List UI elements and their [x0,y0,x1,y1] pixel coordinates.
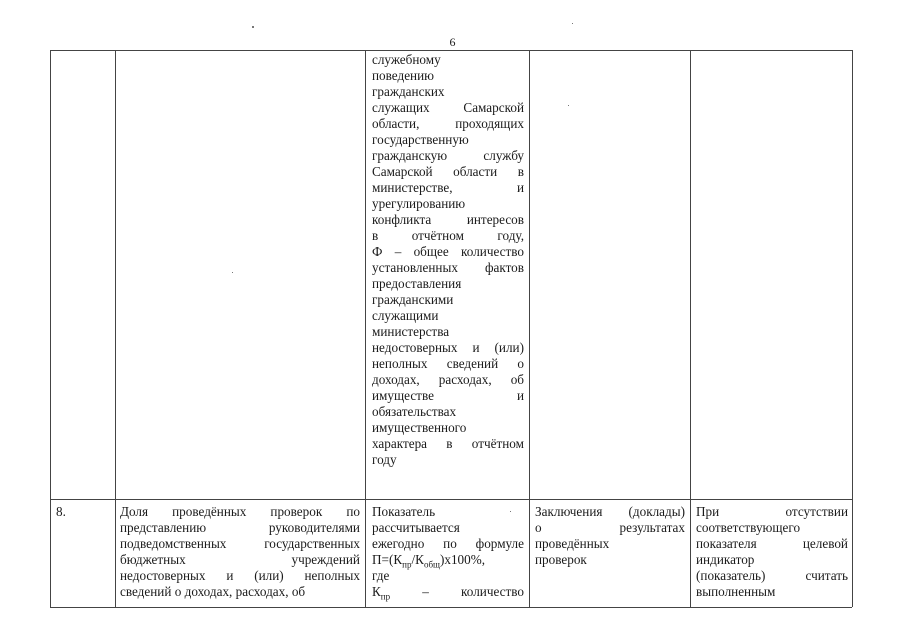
word: имуществе [372,388,434,403]
word: ежегодно [372,536,425,551]
word: в [372,228,379,243]
scan-speck [572,23,573,24]
text-line [120,504,360,520]
text-line: урегулированию [372,196,466,211]
text-line: соответствующего [696,520,801,535]
text-line [696,504,848,520]
formula-subscript: пр [402,559,412,570]
word: неполных [304,568,360,583]
word: проведённых [172,504,247,519]
word: службу [483,148,524,163]
word: о [535,520,542,535]
word: и [226,568,234,583]
text-line: рассчитывается [372,520,460,535]
text-line: государственную [372,132,469,147]
text-line [372,100,524,116]
word: области [453,164,498,179]
word: конфликта [372,212,432,227]
word: – [394,244,402,259]
text-line [372,116,524,132]
word: формуле [475,536,524,551]
word: (или) [254,568,284,583]
text-line [372,356,524,372]
word: в [446,436,453,451]
word: количество [461,244,524,259]
text-line [372,340,524,356]
note-cell [696,504,848,600]
word: установленных [372,260,458,275]
text-line: обязательствах [372,404,457,419]
text-line: предоставления [372,276,462,291]
word: о [517,356,524,371]
word: представлению [120,520,207,535]
word: министерстве, [372,180,453,195]
text-line [372,260,524,276]
text-line: проведённых [535,536,610,551]
word: гражданскую [372,148,448,163]
text-line: служащими [372,308,439,323]
column-border-4 [690,50,691,607]
text-line [696,568,848,584]
dash: – [422,584,429,599]
text-line: министерства [372,324,450,339]
text-line [120,520,360,536]
word: недостоверных [372,340,458,355]
text-line [372,372,524,388]
method-cell [372,504,524,600]
text-line: проверок [535,552,587,567]
row-number: 8. [56,504,66,519]
word: неполных [372,356,428,371]
variable-symbol [372,584,390,600]
text-line [535,520,685,536]
formula-mid: /К [411,552,424,567]
text-line [120,568,360,584]
variable-subscript: пр [380,591,391,602]
text-line [120,536,360,552]
word: году, [497,228,524,243]
scan-speck [510,511,511,512]
text-line [372,436,524,452]
text-line: где [372,568,390,583]
text-line: году [372,452,397,467]
page-number: 6 [449,35,456,49]
word: доходах, [372,372,420,387]
text-line: сведений о доходах, расходах, об [120,584,306,599]
word: (показатель) [696,568,766,583]
word: (доклады) [628,504,685,519]
word: недостоверных [120,568,206,583]
word: общее [413,244,449,259]
column-border-1 [115,50,116,607]
word: целевой [802,536,848,551]
word: по [346,504,360,519]
text-line: гражданскими [372,292,454,307]
text-line [535,504,685,520]
scan-speck [252,26,254,28]
column-border-3 [529,50,530,607]
column-border-2 [365,50,366,607]
text-line: индикатор [696,552,755,567]
word: Ф [372,244,383,259]
indicator-cell [120,504,360,600]
text-line [372,148,524,164]
word: проходящих [455,116,524,131]
text-line [696,536,848,552]
word: проверок [270,504,323,519]
row-divider [50,499,852,500]
text-line [372,180,524,196]
source-cell [535,504,685,568]
word: Доля [120,504,149,519]
text-line [372,388,524,404]
word: государственных [264,536,360,551]
word: отчётном [411,228,464,243]
text-line: выполненным [696,584,776,599]
word: и [472,340,480,355]
word: области, [372,116,420,131]
word: (или) [494,340,524,355]
column-border-right [852,50,853,607]
column-border-left [50,50,51,607]
text-line [372,584,524,600]
word: учреждений [291,552,360,567]
word: отчётном [471,436,524,451]
word: подведомственных [120,536,227,551]
text-line [372,212,524,228]
word: по [443,536,457,551]
word: служащих [372,100,430,115]
word: и [516,388,524,403]
text-line [372,228,524,244]
word: Заключения [535,504,603,519]
word: сведений [446,356,499,371]
text-line [120,552,360,568]
text-line [372,244,524,260]
word: количество [461,584,524,599]
word: и [516,180,524,195]
word: Самарской [463,100,524,115]
word: интересов [466,212,524,227]
symbol-letter: К [372,584,381,599]
word: фактов [484,260,524,275]
word: показателя [696,536,757,551]
word: Самарской [372,164,433,179]
word: отсутствии [785,504,848,519]
word: в [517,164,524,179]
word: расходах, [438,372,492,387]
word: результатах [619,520,685,535]
text-line: гражданских [372,84,445,99]
word: бюджетных [120,552,186,567]
text-line: поведению [372,68,435,83]
word: считать [805,568,848,583]
formula-subscript: общ [423,559,440,570]
text-line [372,164,524,180]
formula-suffix: )х100%, [439,552,486,567]
text-line [372,536,524,552]
continuation-method-cell [372,52,524,468]
text-line: Показатель [372,504,436,519]
formula-prefix: П=(К [372,552,403,567]
word: характера [372,436,428,451]
scan-speck [568,105,569,106]
text-line: служебному [372,52,441,67]
table-top-border [50,50,852,51]
scan-speck [232,272,233,273]
word: руководителями [268,520,360,535]
formula [372,552,524,568]
text-line: имущественного [372,420,467,435]
table-bottom-border [50,607,852,608]
word: При [696,504,720,519]
word: об [510,372,524,387]
